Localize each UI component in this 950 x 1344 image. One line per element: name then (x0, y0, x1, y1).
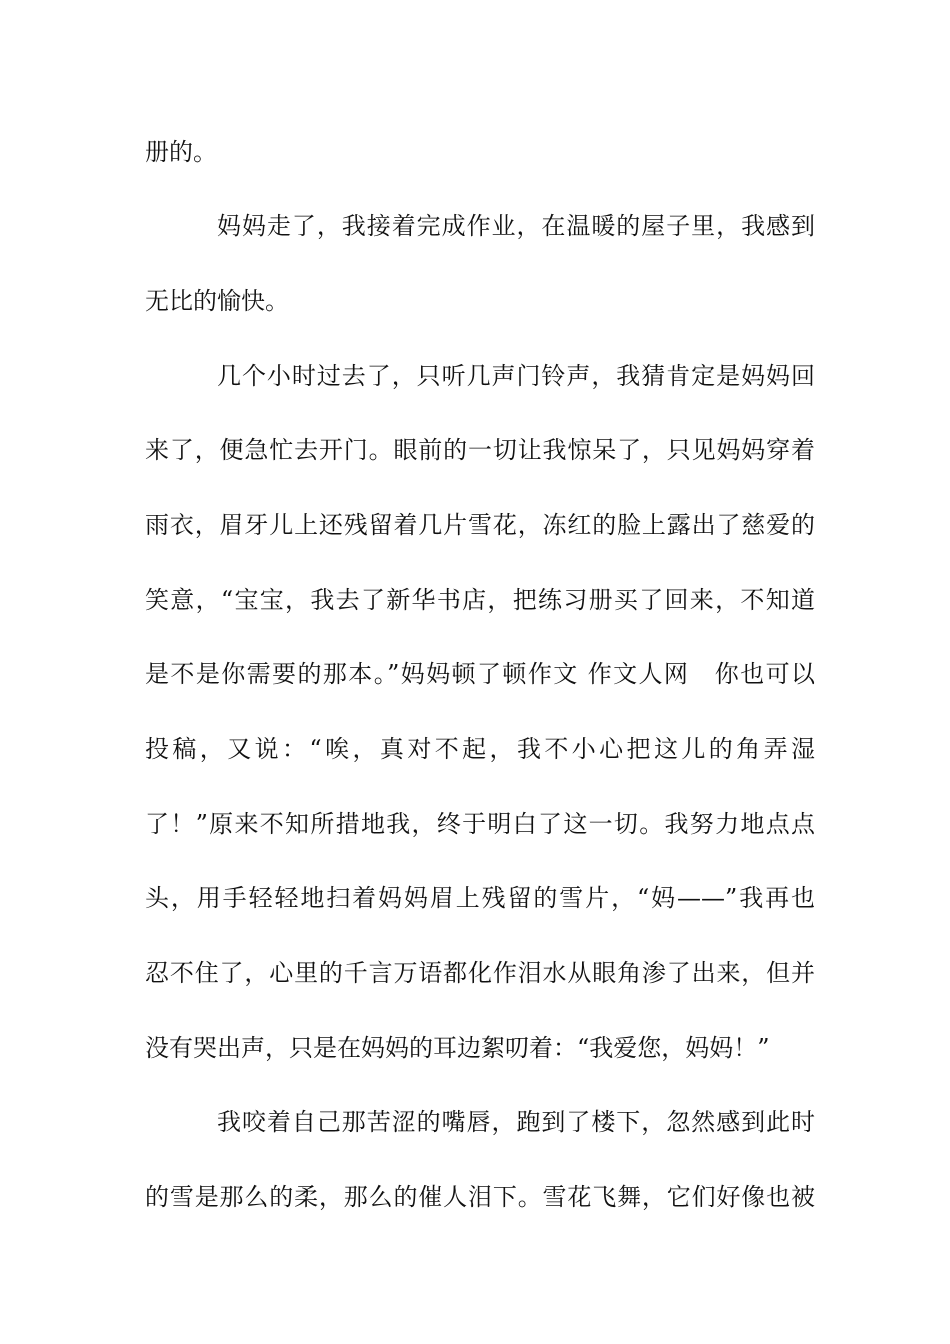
text-line-12: 忍不住了，心里的千言万语都化作泪水从眼角渗了出来，但并 (145, 959, 815, 987)
text-line-11: 头，用手轻轻地扫着妈妈眉上残留的雪片，“妈——”我再也 (145, 884, 815, 912)
text-line-9: 投稿，又说：“唉，真对不起，我不小心把这儿的角弄湿 (145, 735, 815, 763)
text-line-10: 了！”原来不知所措地我，终于明白了这一切。我努力地点点 (145, 810, 815, 838)
text-line-5: 来了，便急忙去开门。眼前的一切让我惊呆了，只见妈妈穿着 (145, 436, 815, 464)
text-line-4: 几个小时过去了，只听几声门铃声，我猜肯定是妈妈回 (217, 362, 815, 390)
text-line-3: 无比的愉快。 (145, 287, 289, 315)
text-line-15: 的雪是那么的柔，那么的催人泪下。雪花飞舞，它们好像也被 (145, 1183, 815, 1211)
text-line-8: 是不是你需要的那本。”妈妈顿了顿作文 作文人网 你也可以 (145, 660, 815, 688)
text-line-14: 我咬着自己那苦涩的嘴唇，跑到了楼下，忽然感到此时 (217, 1108, 815, 1136)
text-line-2: 妈妈走了，我接着完成作业，在温暖的屋子里，我感到 (217, 212, 815, 240)
text-line-6: 雨衣，眉牙儿上还残留着几片雪花，冻红的脸上露出了慈爱的 (145, 511, 815, 539)
text-line-7: 笑意，“宝宝，我去了新华书店，把练习册买了回来，不知道 (145, 586, 815, 614)
text-line-1: 册的。 (145, 138, 217, 166)
text-line-13: 没有哭出声，只是在妈妈的耳边絮叨着：“我爱您，妈妈！” (145, 1034, 770, 1062)
